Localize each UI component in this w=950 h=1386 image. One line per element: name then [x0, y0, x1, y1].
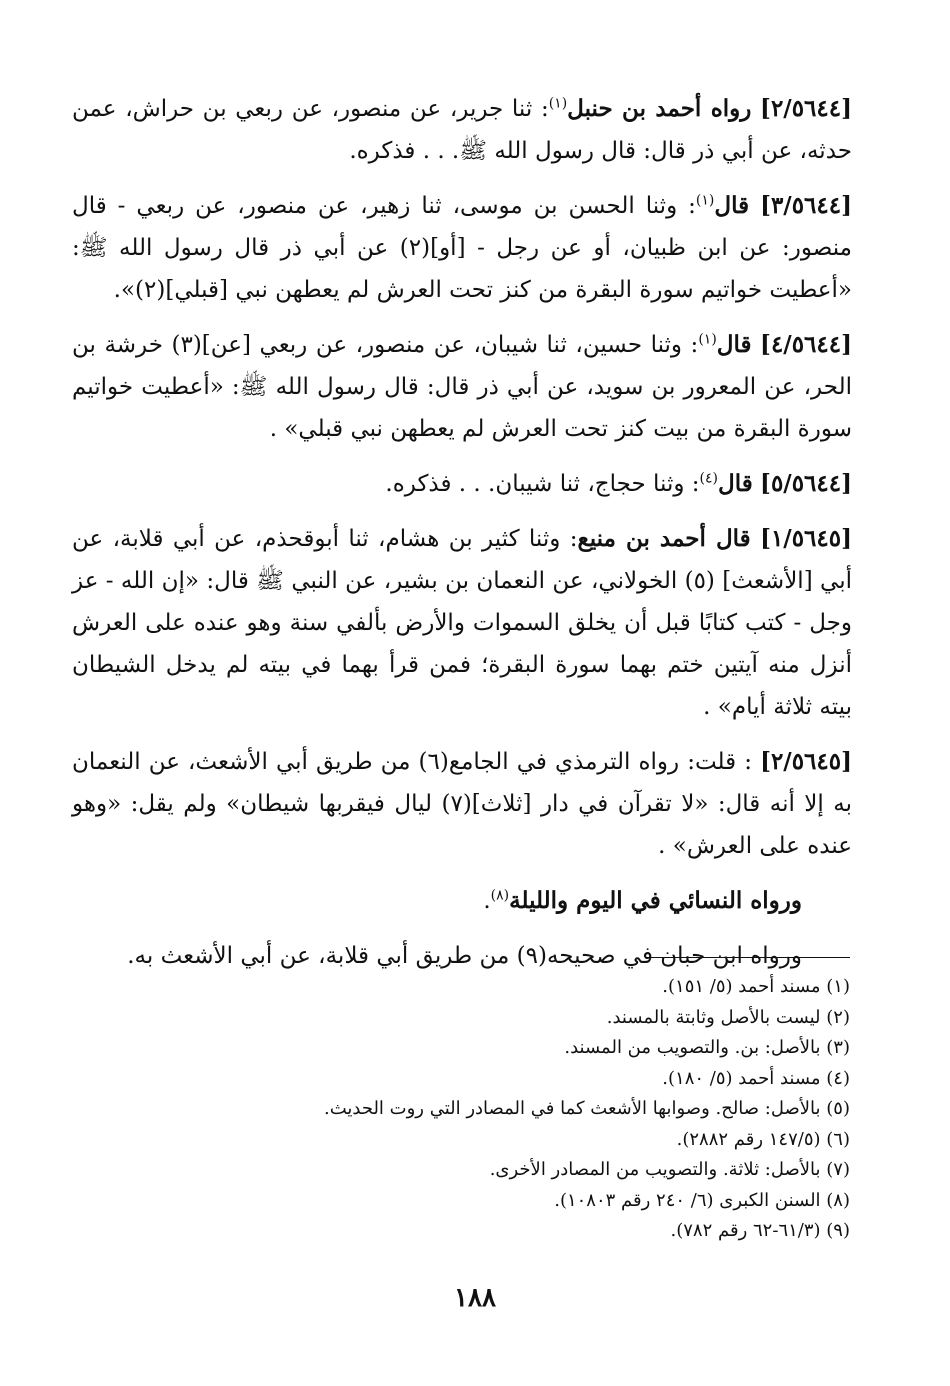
entry-5644-5 — [72, 463, 852, 505]
footnote-mark: (١) — [695, 192, 715, 209]
entry-5644-4 — [72, 324, 852, 450]
entry-ref: [٥/٥٦٤٤] — [760, 470, 852, 497]
ibn-hibban-line: ورواه ابن حبان في صحيحه(٩) من طريق أبي قلابة، عن أبي الأشعث به. — [127, 943, 802, 969]
entry-text: : وثنا حجاج، ثنا شيبان. . . فذكره. — [385, 471, 700, 497]
entry-ref: [٤/٥٦٤٤] — [760, 331, 852, 358]
entry-text: : وثنا حسين، ثنا شيبان، عن منصور، عن ربعي [عن](٣) خرشة بن الحر، عن المعرور بن سويد، عن أبي ذر قال: قال رسول الله ﷺ: «أعطيت خواتيم سورة البقرة من بيت كنز تحت العرش لم يعطهن نبي قبلي» . — [72, 332, 852, 442]
entry-ref: [٢/٥٦٤٥] — [760, 748, 853, 775]
nasai-tail: . — [483, 888, 491, 914]
footnote-mark: (١) — [548, 95, 568, 112]
footnotes — [120, 972, 850, 1247]
entry-text: : وثنا الحسن بن موسى، ثنا زهير، عن منصور، عن ربعي - قال منصور: عن ابن ظبيان، أو عن رجل - [أو](٢) عن أبي ذر قال رسول الله ﷺ: «أعطيت خواتيم سورة البقرة من كنز تحت العرش لم يعطهن نبي [قبلي](٢)». — [72, 193, 852, 303]
entry-5644-3 — [72, 185, 852, 311]
footnote-9: (٩) (٦١/٣-٦٢ رقم ٧٨٢). — [670, 1220, 850, 1241]
footnote-mark: (١) — [698, 331, 717, 348]
footnote-mark: (٤) — [699, 470, 719, 487]
entry-head: قال — [714, 192, 750, 219]
nasai-line — [72, 880, 802, 922]
entry-head: قال أحمد بن منيع — [577, 525, 751, 552]
footnote-3: (٣) بالأصل: بن. والتصويب من المسند. — [564, 1037, 850, 1058]
footnote-4: (٤) مسند أحمد (٥/ ١٨٠). — [662, 1067, 850, 1089]
page-number: ١٨٨ — [454, 1283, 496, 1313]
footnote-5: (٥) بالأصل: صالح. وصوابها الأشعث كما في المصادر التي روت الحديث. — [323, 1098, 850, 1119]
footnote-7: (٧) بالأصل: ثلاثة. والتصويب من المصادر الأخرى. — [489, 1159, 850, 1180]
main-text — [72, 88, 852, 990]
entry-head: قال — [718, 470, 753, 497]
entry-head: رواه أحمد بن حنبل — [567, 95, 752, 122]
footnote-8: (٨) السنن الكبرى (٦/ ٢٤٠ رقم ١٠٨٠٣). — [554, 1189, 850, 1211]
entry-head: قال — [716, 331, 752, 358]
entry-5645-2 — [72, 741, 852, 867]
entry-text: : قلت: رواه الترمذي في الجامع(٦) من طريق أبي الأشعث، عن النعمان به إلا أنه قال: «لا تقرآن في دار [ثلاث](٧) ليال فيقربها شيطان» ولم يقل: «وهو عنده على العرش» . — [72, 749, 852, 859]
entry-text: : ثنا جرير، عن منصور، عن ربعي بن حراش، عمن حدثه، عن أبي ذر قال: قال رسول الله ﷺ. . . فذكره. — [72, 96, 852, 164]
footnote-divider — [645, 957, 850, 958]
entry-5644-2 — [72, 88, 852, 172]
nasai-head: ورواه النسائي في اليوم والليلة — [509, 887, 802, 914]
footnote-1: (١) مسند أحمد (٥/ ١٥١). — [662, 976, 850, 997]
entry-ref: [٣/٥٦٤٤] — [760, 192, 853, 219]
entry-ref: [١/٥٦٤٥] — [760, 525, 853, 552]
entry-5645-1 — [72, 518, 852, 728]
entry-ref: [٢/٥٦٤٤] — [760, 95, 852, 122]
footnote-mark: (٨) — [490, 887, 510, 904]
footnote-2: (٢) ليست بالأصل وثابتة بالمسند. — [606, 1006, 850, 1028]
entry-text: : وثنا كثير بن هشام، ثنا أبوقحذم، عن أبي قلابة، عن أبي [الأشعث] (٥) الخولاني، عن النعمان بن بشير، عن النبي ﷺ قال: «إن الله - عز وجل - كتب كتابًا قبل أن يخلق السموات والأرض بألفي سنة وهو عنده على العرش أنزل منه آيتين ختم بهما سورة البقرة؛ فمن قرأ بهما في بيته لم يدخل الشيطان بيته ثلاثة أيام» . — [72, 526, 852, 720]
footnote-6: (٦) (١٤٧/٥ رقم ٢٨٨٢). — [676, 1128, 850, 1150]
